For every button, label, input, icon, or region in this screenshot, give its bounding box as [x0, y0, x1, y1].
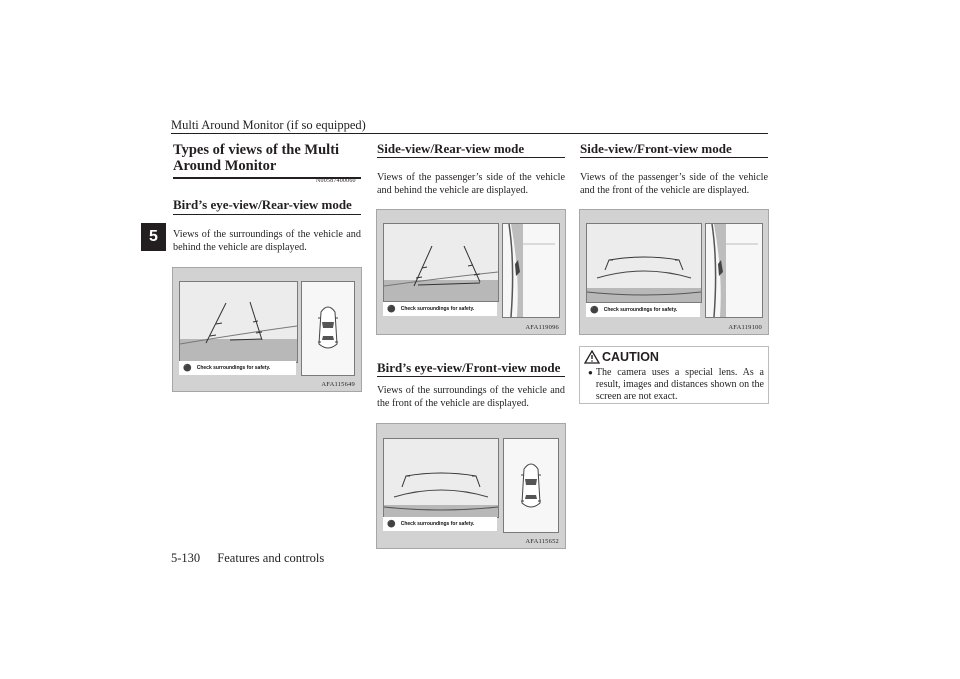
side-view-panel: [502, 223, 560, 318]
subheading-birds-eye-rear: Bird’s eye-view/Rear-view mode: [173, 197, 352, 212]
figure-caption: AFA119096: [525, 324, 559, 331]
birds-eye-panel: [503, 438, 559, 533]
speaker-icon: ⚫: [183, 365, 192, 372]
warning-text: Check surroundings for safety.: [400, 306, 475, 312]
body-text: Views of the passenger’s side of the vehicle and behind the vehicle are displayed.: [377, 172, 565, 196]
warning-bar: [586, 303, 700, 317]
warning-text: Check surroundings for safety.: [603, 307, 678, 313]
section-heading: Types of views of the Multi Around Monitor: [173, 142, 340, 174]
bullet-icon: ●: [588, 368, 593, 377]
subheading-birds-eye-front: Bird’s eye-view/Front-view mode: [377, 360, 561, 375]
body-text: Views of the passenger’s side of the vehicle and the front of the vehicle are displayed.: [580, 172, 768, 196]
subheading-rule: [377, 157, 565, 158]
caution-title: CAUTION: [602, 350, 659, 364]
side-view-panel: [705, 223, 763, 318]
warning-bar: [383, 517, 497, 531]
subheading-side-rear: Side-view/Rear-view mode: [377, 141, 525, 156]
subheading-side-front: Side-view/Front-view mode: [580, 141, 732, 156]
warning-bar: [383, 302, 497, 316]
figure-birds-eye-rear: [172, 267, 362, 392]
camera-view-rear: [383, 223, 499, 302]
page-header-title: Multi Around Monitor (if so equipped): [171, 118, 366, 132]
camera-view-front: [383, 438, 499, 518]
warning-text: Check surroundings for safety.: [196, 365, 271, 371]
document-code: N00587400060: [316, 178, 356, 184]
warning-bar: [179, 361, 296, 375]
page-footer: [171, 551, 324, 566]
body-text: Views of the surroundings of the vehicle and the front of the vehicle are displayed.: [377, 385, 565, 409]
figure-side-rear: [376, 209, 566, 335]
warning-triangle-icon: [584, 350, 600, 364]
subheading-rule: [377, 376, 565, 377]
speaker-icon: ⚫: [590, 307, 599, 314]
guide-lines: [384, 439, 498, 517]
figure-birds-eye-front: [376, 423, 566, 549]
caution-item: [588, 367, 764, 402]
caution-box: [579, 346, 769, 404]
guide-lines: [384, 224, 498, 301]
figure-caption: AFA119100: [728, 324, 762, 331]
figure-side-front: [579, 209, 769, 335]
figure-caption: AFA115649: [321, 381, 355, 388]
chapter-tab: 5: [141, 223, 166, 251]
side-mirror-view: [706, 224, 762, 317]
footer-section: Features and controls: [217, 551, 325, 565]
speaker-icon: ⚫: [387, 521, 396, 528]
side-mirror-view: [503, 224, 559, 317]
caution-text: The camera uses a special lens. As a result, images and distances shown on the screen are not exact.: [595, 367, 764, 402]
car-top-icon: [504, 439, 558, 532]
page-number: 5-130: [171, 551, 201, 565]
birds-eye-panel: [301, 281, 355, 376]
car-top-icon: [302, 282, 354, 375]
subheading-rule: [580, 157, 768, 158]
subheading-rule: [173, 214, 361, 215]
camera-view-rear: [179, 281, 298, 363]
speaker-icon: ⚫: [387, 306, 396, 313]
camera-view-front: [586, 223, 702, 303]
header-rule: [171, 133, 768, 134]
guide-lines: [180, 282, 297, 362]
figure-caption: AFA115652: [525, 538, 559, 545]
guide-lines: [587, 224, 701, 302]
warning-text: Check surroundings for safety.: [400, 521, 475, 527]
caution-header: [584, 350, 659, 364]
body-text: Views of the surroundings of the vehicle and behind the vehicle are displayed.: [173, 229, 361, 253]
